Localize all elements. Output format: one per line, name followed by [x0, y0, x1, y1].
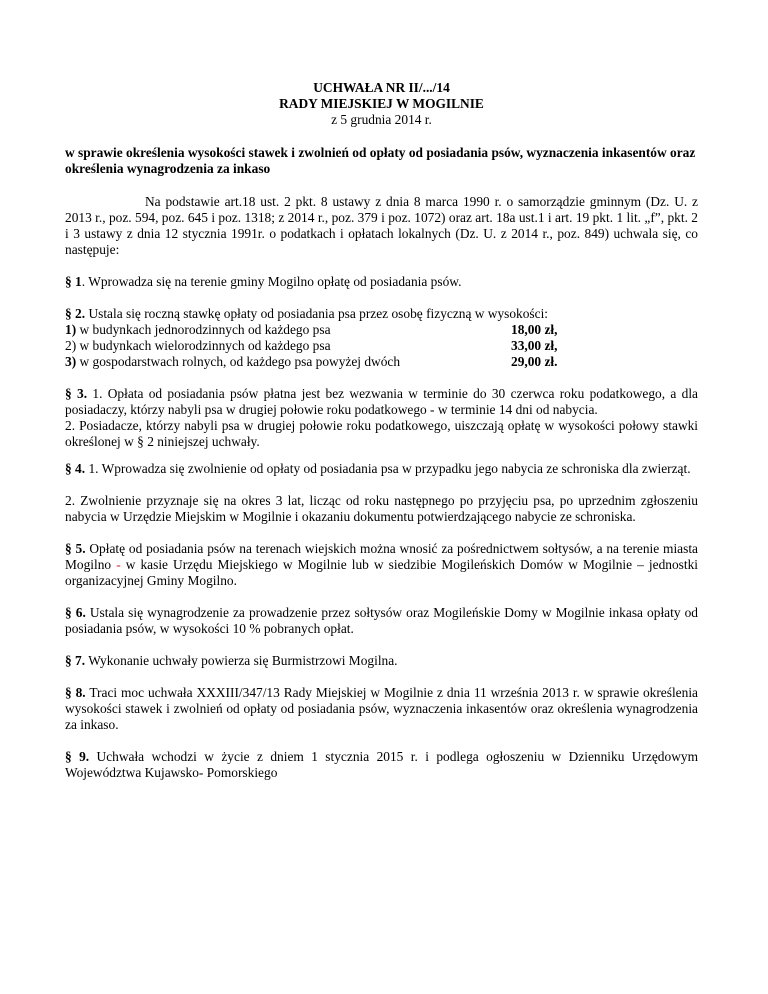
section-9 [65, 749, 698, 781]
section-8 [65, 685, 698, 733]
section-6-label: § 6. [65, 605, 86, 620]
resolution-number: UCHWAŁA NR II/.../14 [313, 80, 450, 95]
resolution-subject: w sprawie określenia wysokości stawek i zwolnień od opłaty od posiadania psów, wyznaczenia inkasentów oraz określenia wynagrodzenia za inkaso [65, 145, 696, 176]
section-9-text: Uchwała wchodzi w życie z dniem 1 stycznia 2015 r. i podlega ogłoszeniu w Dzienniku Urzędowym Województwa Kujawsko- Pomorskiego [65, 749, 698, 780]
section-5-label: § 5. [65, 541, 86, 556]
section-5-text-b: w kasie Urzędu Miejskiego w Mogilnie lub w siedzibie Mogileńskich Domów w Mogilnie – jednostki organizacyjnej Gminy Mogilno. [65, 557, 698, 588]
section-1-text: . Wprowadza się na terenie gminy Mogilno opłatę od posiadania psów. [81, 274, 462, 289]
rate-row [65, 354, 698, 370]
section-6-text: Ustala się wynagrodzenie za prowadzenie przez sołtysów oraz Mogileńskie Domy w Mogilnie inkasa opłaty od posiadania psów, w wysokości 10 % pobranych opłat. [65, 605, 698, 636]
rate-row [65, 322, 698, 338]
rate-number: 3) [65, 354, 77, 369]
rate-number: 2) [65, 338, 77, 353]
section-7-text: Wykonanie uchwały powierza się Burmistrzowi Mogilna. [85, 653, 398, 668]
rate-row [65, 338, 698, 354]
section-2-text: Ustala się roczną stawkę opłaty od posiadania psa przez osobę fizyczną w wysokości: [85, 306, 549, 321]
section-5-dash: - [116, 557, 121, 572]
rate-description: w gospodarstwach rolnych, od każdego psa powyżej dwóch [76, 354, 401, 369]
rate-amount: 33,00 zł, [511, 338, 558, 353]
rate-amount: 29,00 zł. [511, 354, 558, 369]
section-3-label: § 3. [65, 386, 88, 401]
resolution-date: z 5 grudnia 2014 r. [331, 112, 432, 127]
section-2 [65, 306, 698, 370]
section-4 [65, 461, 698, 525]
section-1 [65, 274, 698, 290]
section-5 [65, 541, 698, 589]
section-7 [65, 653, 698, 669]
section-7-label: § 7. [65, 653, 86, 668]
section-8-label: § 8. [65, 685, 86, 700]
section-6 [65, 605, 698, 637]
section-4-label: § 4. [65, 461, 86, 476]
section-1-label: § 1 [65, 274, 82, 289]
section-4-point-1: 1. Wprowadza się zwolnienie od opłaty od posiadania psa w przypadku jego nabycia ze schroniska dla zwierząt. [85, 461, 691, 476]
section-4-point-2: 2. Zwolnienie przyznaje się na okres 3 lat, licząc od roku następnego po przyjęciu psa, po uprzednim zgłoszeniu nabycia w Urzędzie Miejskim w Mogilnie i okazaniu dokumentu potwierdzającego nabycie ze schroniska. [65, 493, 698, 524]
rate-description: w budynkach wielorodzinnych od każdego psa [76, 338, 331, 353]
section-8-text: Traci moc uchwała XXXIII/347/13 Rady Miejskiej w Mogilnie z dnia 11 września 2013 r. w sprawie określenia wysokości stawek i zwolnień od opłaty od posiadania psów, wyznaczenia inkasentów oraz określenia wynagrodzenia za inkaso. [65, 685, 698, 732]
rate-description: w budynkach jednorodzinnych od każdego psa [76, 322, 331, 337]
section-3-point-1: 1. Opłata od posiadania psów płatna jest bez wezwania w terminie do 30 czerwca roku podatkowego, a dla posiadaczy, którzy nabyli psa w drugiej połowie roku podatkowego - w terminie 14 dni od nabycia. [65, 386, 698, 417]
document-header [65, 80, 698, 128]
section-3 [65, 386, 698, 450]
section-3-point-2: 2. Posiadacze, którzy nabyli psa w drugiej połowie roku podatkowego, uiszczają opłatę w wysokości połowy stawki określonej w § 2 niniejszej uchwały. [65, 418, 698, 449]
council-name: RADY MIEJSKIEJ W MOGILNIE [279, 96, 484, 111]
section-9-label: § 9. [65, 749, 90, 764]
section-5-text-a: Opłatę od posiadania psów na terenach wiejskich można wnosić za pośrednictwem sołtysów, a na terenie miasta Mogilno [65, 541, 698, 572]
section-2-label: § 2. [65, 306, 86, 321]
rate-number: 1) [65, 322, 77, 337]
legal-basis: Na podstawie art.18 ust. 2 pkt. 8 ustawy z dnia 8 marca 1990 r. o samorządzie gminnym (Dz. U. z 2013 r., poz. 594, poz. 645 i poz. 1318; z 2014 r., poz. 379 i poz. 1072) oraz art. 18a ust.1 i art. 19 pkt. 1 lit. „f”, pkt. 2 i 3 ustawy z dnia 12 stycznia 1991r. o podatkach i opłatach lokalnych (Dz. U. z 2014 r., poz. 849) uchwala się, co następuje: [65, 194, 698, 257]
document-page [65, 80, 698, 781]
rate-amount: 18,00 zł, [511, 322, 558, 337]
